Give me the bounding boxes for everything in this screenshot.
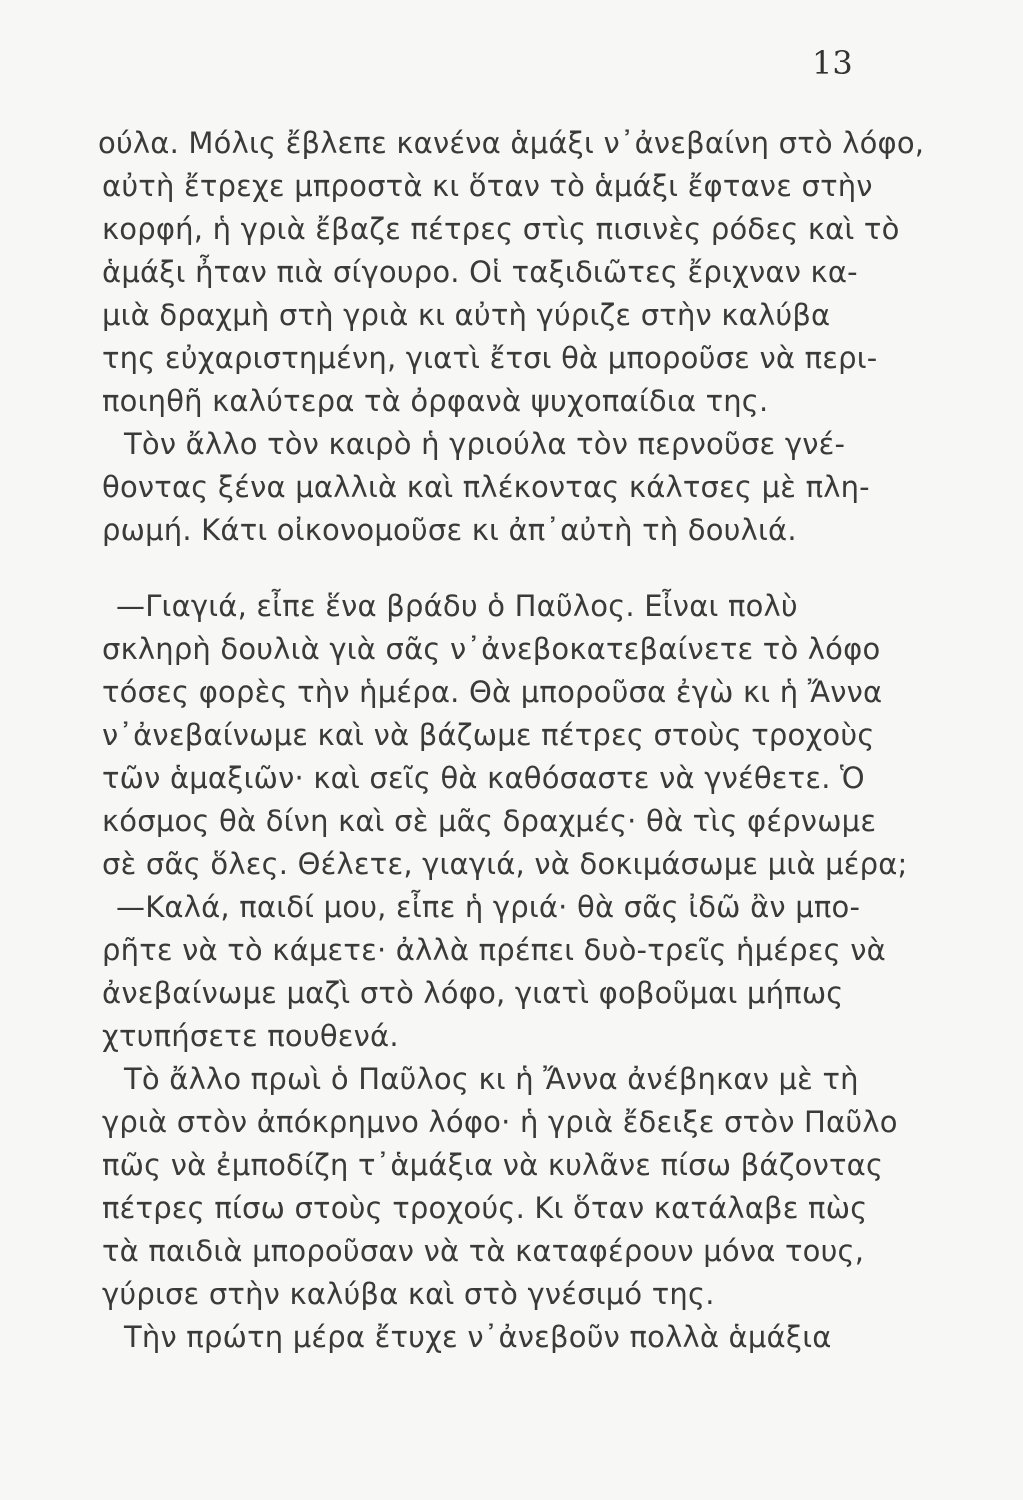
text-line: ἀνεβαίνωμε μαζὶ στὸ λόφο, γιατὶ φοβοῦμαι μήπως xyxy=(102,976,844,1010)
text-line: πῶς νὰ ἐμποδίζη τ᾿ἁμάξια νὰ κυλᾶνε πίσω βάζοντας xyxy=(102,1148,884,1182)
page-number: 13 xyxy=(812,44,853,82)
text-line: τῶν ἁμαξιῶν· καὶ σεῖς θὰ καθόσαστε νὰ γνέθετε. Ὁ xyxy=(102,761,865,795)
text-line: της εὐχαριστημένη, γιατὶ ἔτσι θὰ μποροῦσε νὰ περι- xyxy=(102,341,878,375)
paragraph xyxy=(98,122,925,423)
text-line: τὰ παιδιὰ μποροῦσαν νὰ τὰ καταφέρουν μόνα τους, xyxy=(102,1234,865,1268)
text-line: αὐτὴ ἔτρεχε μπροστὰ κι ὅταν τὸ ἁμάξι ἔφτανε στὴν xyxy=(102,169,873,203)
text-line: χτυπήσετε πουθενά. xyxy=(102,1019,399,1053)
paragraph xyxy=(102,423,902,552)
text-line: γριὰ στὸν ἀπόκρημνο λόφο· ἡ γριὰ ἔδειξε στὸν Παῦλο xyxy=(102,1105,898,1139)
text-line: ἁμάξι ἦταν πιὰ σίγουρο. Οἱ ταξιδιῶτες ἔριχναν κα- xyxy=(102,255,858,289)
text-line: κόσμος θὰ δίνη καὶ σὲ μᾶς δραχμές· θὰ τὶς φέρνωμε xyxy=(102,804,877,838)
text-line: σκληρὴ δουλιὰ γιὰ σᾶς ν᾿ἀνεβοκατεβαίνετε τὸ λόφο xyxy=(102,632,881,666)
text-line: Τὸ ἄλλο πρωὶ ὁ Παῦλος κι ἡ Ἄννα ἀνέβηκαν μὲ τὴ xyxy=(124,1062,859,1096)
text-line: ρωμή. Κάτι οἰκονομοῦσε κι ἀπ᾿αὐτὴ τὴ δουλιά. xyxy=(102,513,797,547)
text-line: γύρισε στὴν καλύβα καὶ στὸ γνέσιμό της. xyxy=(102,1277,715,1311)
paragraph xyxy=(102,1316,902,1359)
text-line: Τὴν πρώτη μέρα ἔτυχε ν᾿ἀνεβοῦν πολλὰ ἁμάξια xyxy=(124,1320,832,1354)
text-line: ν᾿ἀνεβαίνωμε καὶ νὰ βάζωμε πέτρες στοὺς τροχοὺς xyxy=(102,718,875,752)
text-line: ούλα. Μόλις ἔβλεπε κανένα ἁμάξι ν᾿ἀνεβαίνη στὸ λόφο, xyxy=(98,126,925,160)
text-line: τόσες φορὲς τὴν ἡμέρα. Θὰ μποροῦσα ἐγὼ κι ἡ Ἄννα xyxy=(102,675,883,709)
text-line: μιὰ δραχμὴ στὴ γριὰ κι αὐτὴ γύριζε στὴν καλύβα xyxy=(102,298,831,332)
text-line: ποιηθῆ καλύτερα τὰ ὀρφανὰ ψυχοπαίδια της. xyxy=(102,384,769,418)
paragraph-gap xyxy=(102,552,902,585)
body-text xyxy=(98,122,925,1359)
text-line: —Καλά, παιδί μου, εἶπε ἡ γριά· θὰ σᾶς ἰδῶ ἂν μπο- xyxy=(116,890,861,924)
text-line: Τὸν ἄλλο τὸν καιρὸ ἡ γριούλα τὸν περνοῦσε γνέ- xyxy=(124,427,846,461)
text-line: σὲ σᾶς ὅλες. Θέλετε, γιαγιά, νὰ δοκιμάσωμε μιὰ μέρα; xyxy=(102,847,908,881)
text-line: —Γιαγιά, εἶπε ἕνα βράδυ ὁ Παῦλος. Εἶναι πολὺ xyxy=(116,589,798,623)
text-line: κορφή, ἡ γριὰ ἔβαζε πέτρες στὶς πισινὲς ρόδες καὶ τὸ xyxy=(102,212,900,246)
text-line: πέτρες πίσω στοὺς τροχούς. Κι ὅταν κατάλαβε πὼς xyxy=(102,1191,868,1225)
paragraph xyxy=(102,585,908,886)
paragraph xyxy=(102,886,902,1058)
paragraph xyxy=(102,1058,902,1316)
text-line: ρῆτε νὰ τὸ κάμετε· ἀλλὰ πρέπει δυὸ-τρεῖς ἡμέρες νὰ xyxy=(102,933,886,967)
text-line: θοντας ξένα μαλλιὰ καὶ πλέκοντας κάλτσες μὲ πλη- xyxy=(102,470,870,504)
